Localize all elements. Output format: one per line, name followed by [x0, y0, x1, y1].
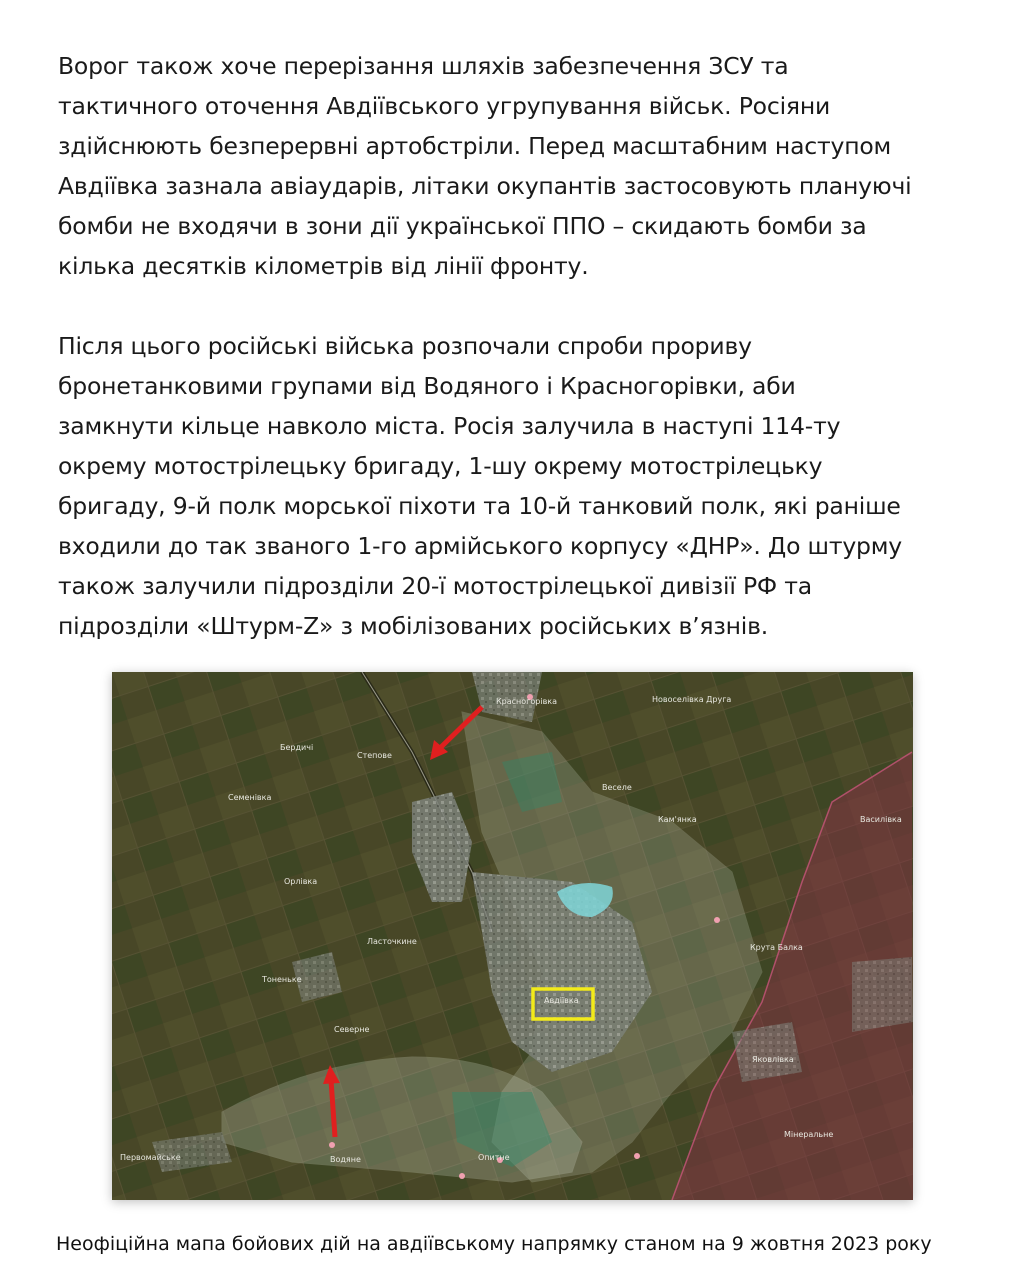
- label-lastochkyne: Ласточкине: [367, 937, 417, 946]
- label-stepove: Степове: [357, 751, 392, 760]
- battle-map-svg: [112, 672, 913, 1200]
- label-opytne: Опитне: [478, 1153, 510, 1162]
- label-berdychi: Бердичі: [280, 743, 314, 752]
- label-vasylivka: Василівка: [860, 815, 902, 824]
- map-caption: Неофіційна мапа бойових дій на авдіївському напрямку станом на 9 жовтня 2023 року: [56, 1233, 932, 1255]
- label-semenivka: Семенівка: [228, 793, 272, 802]
- battle-map-image: [112, 672, 913, 1200]
- label-novoselivka: Новоселівка Друга: [652, 695, 732, 704]
- label-orlivka: Орлівка: [284, 877, 318, 886]
- label-kamianka: Кам'янка: [658, 815, 697, 824]
- label-avdiivka: Авдіївка: [544, 996, 579, 1005]
- label-vesele: Веселе: [602, 783, 632, 792]
- paragraph-1: Ворог також хоче перерізання шляхів забезпечення ЗСУ та тактичного оточення Авдіївського угрупування військ. Росіяни здійснюють безперервні артобстріли. Перед масштабним наступом Авдіївка зазнала авіаударів, літаки окупантів застосовують плануючі бомби не входячи в зони дії української ППО – скидають бомби за кілька десятків кілометрів від лінії фронту.: [58, 52, 912, 280]
- label-vodiane: Водяне: [330, 1155, 361, 1164]
- label-yakovlivka: Яковлівка: [752, 1055, 794, 1064]
- label-pervomaiske: Первомайське: [120, 1153, 181, 1162]
- label-kruta-balka: Крута Балка: [750, 943, 803, 952]
- label-mineralne: Мінеральне: [784, 1130, 834, 1139]
- paragraph-2: Після цього російські війська розпочали спроби прориву бронетанковими групами від Водяного і Красногорівки, аби замкнути кільце навколо міста. Росія залучила в наступі 114-ту окрему мотострілецьку бригаду, 1-шу окрему мотострілецьку бригаду, 9-й полк морської піхоти та 10-й танковий полк, які раніше входили до так званого 1-го армійського корпусу «ДНР». До штурму також залучили підрозділи 20-ї мотострілецької дивізії РФ та підрозділи «Штурм-Z» з мобілізованих російських в’язнів.: [58, 332, 902, 640]
- article-body: [58, 46, 978, 646]
- label-severne: Северне: [334, 1025, 370, 1034]
- label-tonenke: Тоненьке: [262, 975, 302, 984]
- label-krasnohorivka: Красногорівка: [496, 697, 558, 706]
